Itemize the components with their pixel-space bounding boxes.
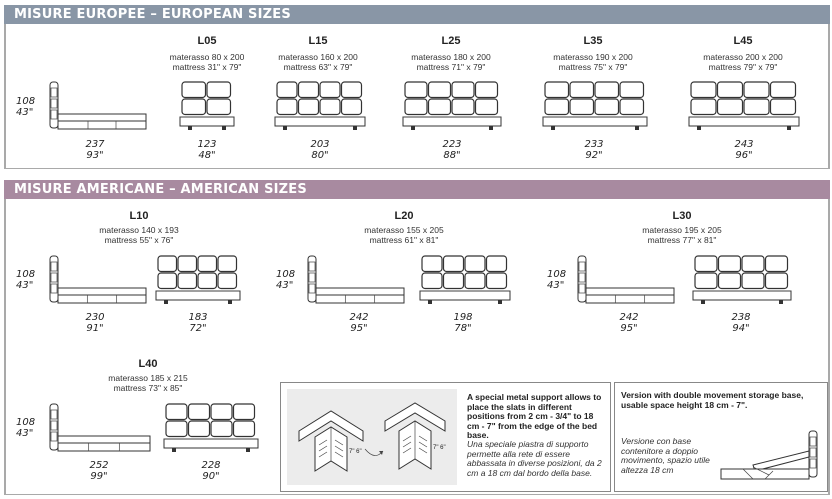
- front-view-l40: [164, 402, 258, 454]
- height-l40: [16, 417, 46, 439]
- length-cm: 237: [85, 139, 105, 150]
- front-view-l35: [543, 80, 647, 132]
- length-l20: [334, 312, 384, 334]
- model-code-l35: L35: [583, 35, 603, 47]
- spec-it: materasso 190 x 200: [553, 52, 633, 62]
- width-in: 92": [585, 150, 603, 161]
- model-spec-l30: [617, 226, 747, 245]
- length-cm: 242: [619, 312, 639, 323]
- support-label-a: 7" 6": [349, 449, 362, 455]
- width-in: 80": [311, 150, 329, 161]
- storage-base-box: [614, 382, 828, 492]
- spec-it: materasso 140 x 193: [99, 225, 179, 235]
- front-view-l05: [180, 80, 234, 132]
- us-section-header: MISURE AMERICANE – AMERICAN SIZES: [4, 180, 830, 199]
- width-l05: [182, 139, 232, 161]
- spec-en: mattress 31" x 79": [172, 61, 242, 72]
- model-spec-l15: [253, 53, 383, 72]
- model-code-l45: L45: [733, 35, 753, 47]
- model-spec-l45: [678, 53, 808, 72]
- height-l30: [547, 269, 577, 291]
- width-l45: [719, 139, 769, 161]
- height-in: 43": [276, 280, 294, 291]
- model-spec-l20: [339, 226, 469, 245]
- model-code-l10: L10: [129, 210, 149, 222]
- side-view-l10: [48, 254, 148, 306]
- side-view-l30: [576, 254, 676, 306]
- eu-side-length: [70, 139, 120, 161]
- height-cm: 108: [276, 269, 296, 280]
- width-cm: 228: [201, 460, 221, 471]
- width-in: 48": [198, 150, 216, 161]
- spec-it: materasso 160 x 200: [278, 52, 358, 62]
- height-in: 43": [547, 280, 565, 291]
- model-spec-l40: [83, 374, 213, 393]
- height-in: 43": [16, 107, 34, 118]
- width-l10: [173, 312, 223, 334]
- width-cm: 223: [442, 139, 462, 150]
- front-view-l30: [693, 254, 791, 306]
- model-code-l40: L40: [138, 358, 158, 370]
- front-view-l25: [403, 80, 501, 132]
- spec-it: materasso 185 x 215: [108, 373, 188, 383]
- support-text-it: Una speciale piastra di supporto permette alla rete di essere abbassata in diverse posizioni, da 2 cm a 18 cm dal bordo della base.: [467, 439, 602, 478]
- length-in: 95": [350, 323, 368, 334]
- spec-it: materasso 80 x 200: [169, 52, 245, 62]
- width-cm: 198: [453, 312, 473, 323]
- support-illustration: [291, 397, 457, 483]
- width-l25: [427, 139, 477, 161]
- support-label-b: 7" 6": [433, 445, 446, 451]
- storage-text-it: Versione con base contenitore a doppio movimento, spazio utile altezza 18 cm: [621, 436, 710, 475]
- spec-en: mattress 79" x 79": [708, 61, 778, 72]
- length-l40: [74, 460, 124, 482]
- side-view-l20: [306, 254, 406, 306]
- width-in: 78": [454, 323, 472, 334]
- side-view-l40: [48, 402, 152, 454]
- front-view-l15: [275, 80, 365, 132]
- length-cm: 230: [85, 312, 105, 323]
- eu-section-header: MISURE EUROPEE – EUROPEAN SIZES: [4, 5, 830, 24]
- length-in: 95": [620, 323, 638, 334]
- length-in: 93": [86, 150, 104, 161]
- spec-it: materasso 155 x 205: [364, 225, 444, 235]
- width-in: 88": [443, 150, 461, 161]
- spec-en: mattress 71" x 79": [416, 61, 486, 72]
- storage-text-en: Version with double movement storage base, usable space height 18 cm - 7".: [621, 390, 804, 410]
- spec-en: mattress 61" x 81": [369, 234, 439, 245]
- model-code-l30: L30: [672, 210, 692, 222]
- height-in: 43": [16, 428, 34, 439]
- width-l30: [716, 312, 766, 334]
- width-cm: 233: [584, 139, 604, 150]
- length-cm: 242: [349, 312, 369, 323]
- front-view-l20: [420, 254, 510, 306]
- length-l10: [70, 312, 120, 334]
- model-code-l15: L15: [308, 35, 328, 47]
- spec-en: mattress 77" x 81": [647, 234, 717, 245]
- width-l35: [569, 139, 619, 161]
- support-text-en: A special metal support allows to place the slats in different positions from 2 cm - 3/4" to 18 cm - 7" from the edge of the bed base.: [467, 392, 602, 440]
- height-in: 43": [16, 280, 34, 291]
- height-l10: [16, 269, 46, 291]
- width-l20: [438, 312, 488, 334]
- width-cm: 183: [188, 312, 208, 323]
- length-in: 91": [86, 323, 104, 334]
- width-in: 90": [202, 471, 220, 482]
- width-cm: 203: [310, 139, 330, 150]
- height-cm: 108: [16, 269, 36, 280]
- model-spec-l10: [74, 226, 204, 245]
- spec-en: mattress 73" x 85": [113, 382, 183, 393]
- height-cm: 108: [547, 269, 567, 280]
- model-spec-l25: [386, 53, 516, 72]
- model-spec-l35: [528, 53, 658, 72]
- front-view-l10: [156, 254, 240, 306]
- eu-side-height: [16, 96, 46, 118]
- spec-it: materasso 195 x 205: [642, 225, 722, 235]
- width-cm: 123: [197, 139, 217, 150]
- front-view-l45: [689, 80, 799, 132]
- width-in: 96": [735, 150, 753, 161]
- eu-side-view-drawing: [48, 80, 148, 132]
- model-code-l25: L25: [441, 35, 461, 47]
- spec-en: mattress 63" x 79": [283, 61, 353, 72]
- length-in: 99": [90, 471, 108, 482]
- model-code-l05: L05: [197, 35, 217, 47]
- width-l15: [295, 139, 345, 161]
- spec-en: mattress 55" x 76": [104, 234, 174, 245]
- spec-en: mattress 75" x 79": [558, 61, 628, 72]
- length-l30: [604, 312, 654, 334]
- storage-bed-illustration: [713, 427, 825, 487]
- width-l40: [186, 460, 236, 482]
- spec-it: materasso 200 x 200: [703, 52, 783, 62]
- metal-support-box: [280, 382, 611, 492]
- width-cm: 243: [734, 139, 754, 150]
- width-in: 94": [732, 323, 750, 334]
- height-l20: [276, 269, 306, 291]
- width-in: 72": [189, 323, 207, 334]
- length-cm: 252: [89, 460, 109, 471]
- height-cm: 108: [16, 96, 36, 107]
- spec-it: materasso 180 x 200: [411, 52, 491, 62]
- height-cm: 108: [16, 417, 36, 428]
- width-cm: 238: [731, 312, 751, 323]
- model-code-l20: L20: [394, 210, 414, 222]
